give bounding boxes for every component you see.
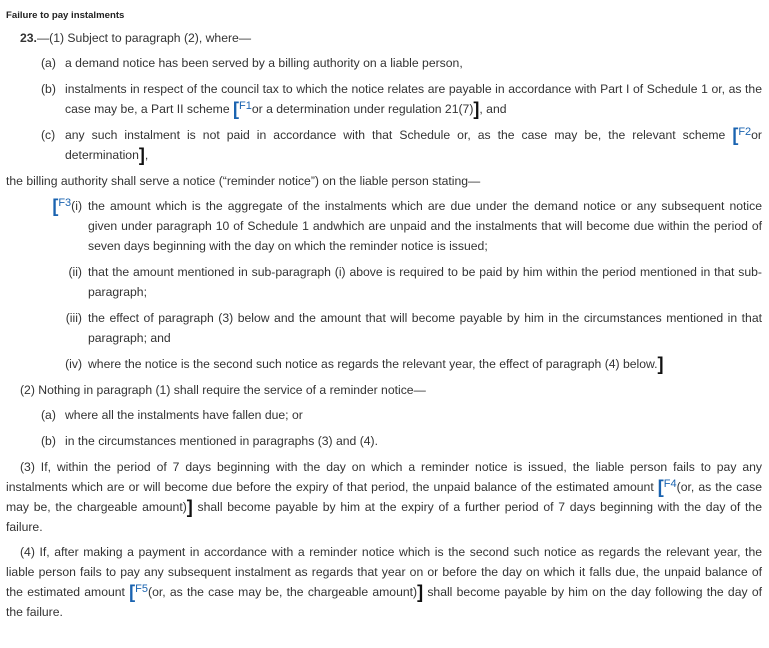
para3-text-after: shall become payable by him at the expiry of a further period of 7 days beginning with the day of the failure. <box>6 500 762 534</box>
amendment-text: or determination <box>65 128 762 162</box>
paragraph-3 <box>6 457 762 537</box>
footnote-ref-f2[interactable]: F2 <box>738 126 752 138</box>
sub-item-label: (iv) <box>65 357 82 371</box>
section-lead <box>20 28 762 48</box>
item-text <box>65 79 762 119</box>
list-item <box>6 79 762 119</box>
footnote-ref-f4[interactable]: F4 <box>663 478 677 490</box>
para2-lead: (2) Nothing in paragraph (1) shall require the service of a reminder notice— <box>20 383 426 397</box>
amendment-close-bracket: ] <box>473 99 480 119</box>
sub-item-text: the effect of paragraph (3) below and the amount that will become payable by him in the circumstances mentioned in that paragraph; and <box>88 311 762 345</box>
amendment-close-bracket: ] <box>657 354 664 374</box>
item-text: a demand notice has been served by a billing authority on a liable person, <box>65 56 463 70</box>
footnote-ref-f1[interactable]: F1 <box>239 100 252 112</box>
item-text-before: any such instalment is not paid in accordance with that Schedule or, as the case may be, the relevant scheme <box>65 128 733 142</box>
amendment-open-bracket: [ <box>732 125 739 145</box>
section-heading: Failure to pay instalments <box>6 10 125 21</box>
list-item <box>6 53 762 73</box>
para1-conclusion: the billing authority shall serve a notice (“reminder notice”) on the liable person stating— <box>6 174 481 188</box>
amendment-close-bracket: ] <box>417 582 424 602</box>
amendment-open-bracket: [ <box>129 582 136 602</box>
sub-item <box>6 354 762 374</box>
footnote-ref-f5[interactable]: F5 <box>135 583 149 595</box>
amendment-open-bracket: [ <box>233 99 239 119</box>
sub-item <box>6 262 762 302</box>
item-label: (b) <box>41 82 56 96</box>
para4-text-before: (4) If, after making a payment in accordance with a reminder notice which is the second such notice as regards the relevant year, the liable person fails to pay any subsequent instalment as regards that year on or before the day on which it falls due, the unpaid balance of the estimated amount <box>6 545 762 599</box>
para3-text-before: (3) If, within the period of 7 days beginning with the day on which a reminder notice is issued, the liable person fails to pay any instalments which are or will become due before the expiry of that period, the unpaid balance of the estimated amount <box>6 460 762 494</box>
section-lead-text: —(1) Subject to paragraph (2), where— <box>36 31 252 45</box>
sub-item <box>6 308 762 348</box>
item-label: (a) <box>41 56 56 70</box>
item-label: (c) <box>41 128 56 142</box>
sub-item-text: that the amount mentioned in sub-paragraph (i) above is required to be paid by him within the period mentioned in that sub-paragraph; <box>88 265 762 299</box>
sub-item-label: (iii) <box>65 311 82 325</box>
paragraph-4 <box>6 542 762 622</box>
amendment-text: (or, as the case may be, the chargeable amount) <box>6 480 763 514</box>
item-label: (b) <box>41 434 56 448</box>
item-text-after: , and <box>479 102 507 116</box>
section-number: 23. <box>20 31 37 45</box>
sub-item-number: (i) <box>71 199 82 213</box>
sub-item-text: the amount which is the aggregate of the instalments which are due under the demand notice or any subsequent notice given under paragraph 10 of Schedule 1 andwhich are unpaid and the instalments that will become due within the period of seven days beginning with the day on which the reminder notice is issued; <box>88 199 762 253</box>
amendment-close-bracket: ] <box>138 145 145 165</box>
item-text-before: instalments in respect of the council tax to which the notice relates are payable in accordance with Part I of Schedule 1 or, as the case may be, a Part II scheme <box>65 82 762 116</box>
footnote-ref-f3[interactable]: F3 <box>58 197 72 209</box>
sub-item-text <box>88 354 762 374</box>
sub-item-label: (ii) <box>68 265 82 279</box>
list-item <box>6 125 762 165</box>
item-text-after: , <box>144 148 149 162</box>
sub-item <box>6 196 762 256</box>
para4-text-after: shall become payable by him on the day following the day of the failure. <box>6 585 762 619</box>
sub-item-label <box>52 196 82 216</box>
item-text <box>65 125 762 165</box>
list-item <box>6 431 762 451</box>
list-item <box>6 405 762 425</box>
item-text: in the circumstances mentioned in paragraphs (3) and (4). <box>65 434 378 448</box>
amendment-text: or a determination under regulation 21(7) <box>251 102 474 116</box>
item-text: where all the instalments have fallen due; or <box>65 408 303 422</box>
amendment-open-bracket: [ <box>52 196 59 216</box>
item-label: (a) <box>41 408 56 422</box>
amendment-close-bracket: ] <box>186 497 193 517</box>
amendment-text: (or, as the case may be, the chargeable amount) <box>148 585 418 599</box>
sub-item-text-body: where the notice is the second such notice as regards the relevant year, the effect of paragraph (4) below. <box>88 357 658 371</box>
amendment-open-bracket: [ <box>657 477 664 497</box>
